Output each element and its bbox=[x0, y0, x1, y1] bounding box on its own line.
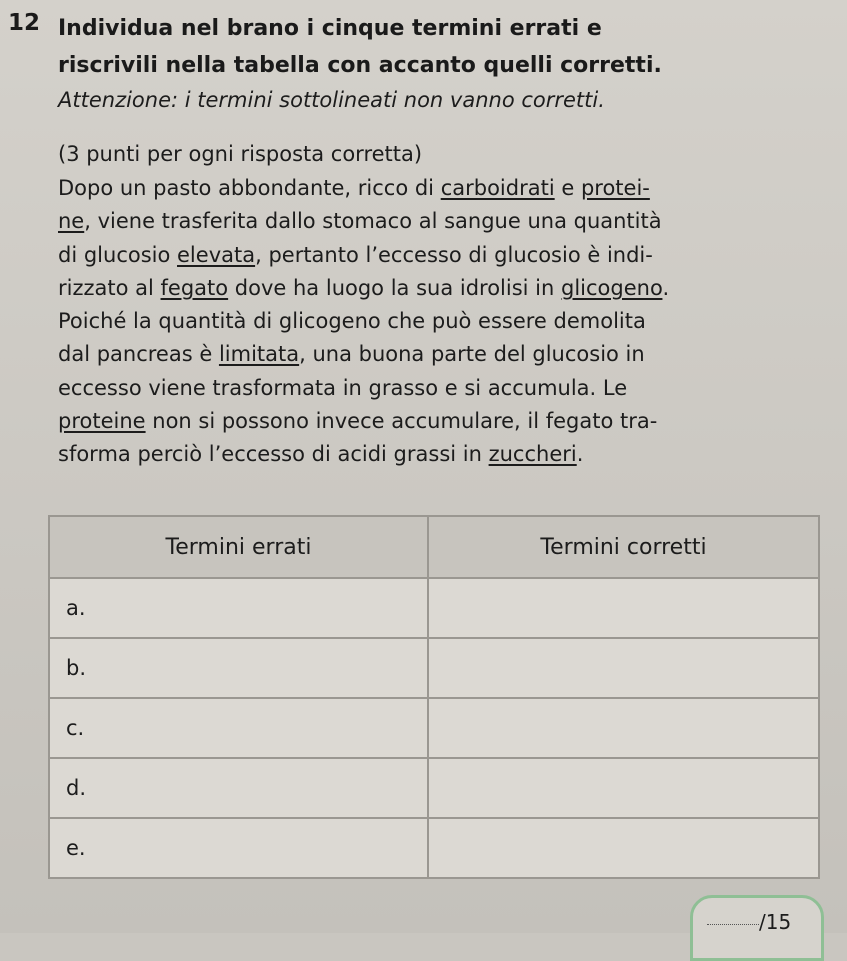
table-row bbox=[49, 758, 819, 818]
passage-line bbox=[58, 338, 828, 371]
wrong-term-cell-d[interactable]: d. bbox=[49, 758, 428, 818]
correct-term-cell-b[interactable] bbox=[428, 638, 819, 698]
table-row bbox=[49, 698, 819, 758]
correct-term-cell-c[interactable] bbox=[428, 698, 819, 758]
question-number: 12 bbox=[8, 10, 41, 36]
passage-line bbox=[58, 172, 828, 205]
underlined-term: fegato bbox=[160, 275, 229, 300]
wrong-term-cell-e[interactable]: e. bbox=[49, 818, 428, 878]
table-row bbox=[49, 578, 819, 638]
correct-term-cell-a[interactable] bbox=[428, 578, 819, 638]
score-total: /15 bbox=[759, 910, 792, 934]
underlined-term: limitata bbox=[218, 342, 300, 367]
passage-line bbox=[58, 239, 828, 272]
passage-text: . bbox=[662, 275, 670, 300]
passage-line bbox=[58, 438, 828, 471]
question-prompt bbox=[58, 10, 838, 84]
passage-text: Dopo un pasto abbondante, ricco di bbox=[58, 176, 441, 200]
header-correct-terms: Termini corretti bbox=[428, 516, 819, 578]
passage-text: sforma perciò l’eccesso di acidi grassi in bbox=[58, 442, 489, 467]
correct-term-cell-e[interactable] bbox=[428, 818, 819, 878]
table-row bbox=[49, 818, 819, 878]
wrong-term-cell-c[interactable]: c. bbox=[49, 698, 428, 758]
passage-text: rizzato al bbox=[58, 275, 161, 300]
passage-text: Poiché la quantità di glicogeno che può essere demolita bbox=[58, 309, 646, 334]
answer-table bbox=[48, 515, 820, 879]
passage-text: , pertanto l’eccesso di glucosio è indi- bbox=[255, 242, 653, 267]
underlined-term: zuccheri bbox=[488, 442, 577, 467]
underlined-term: ne bbox=[58, 209, 85, 234]
passage-line bbox=[58, 205, 828, 238]
passage-text: non si possono invece accumulare, il fegato tra- bbox=[145, 409, 658, 434]
passage-text: , una buona parte del glucosio in bbox=[299, 342, 645, 367]
table-header-row bbox=[49, 516, 819, 578]
underlined-term: elevata bbox=[177, 242, 256, 267]
wrong-term-cell-b[interactable]: b. bbox=[49, 638, 428, 698]
table-row bbox=[49, 638, 819, 698]
passage-line bbox=[58, 405, 828, 438]
passage-text: , viene trasferita dallo stomaco al sangue una quantità bbox=[84, 209, 662, 234]
passage-text: e bbox=[554, 176, 581, 200]
attention-note: Attenzione: i termini sottolineati non vanno corretti. bbox=[58, 88, 605, 112]
passage-text: di glucosio bbox=[58, 242, 178, 267]
underlined-term: proteine bbox=[58, 409, 146, 434]
header-wrong-terms: Termini errati bbox=[49, 516, 428, 578]
question-prompt-line-1: Individua nel brano i cinque termini errati e bbox=[58, 16, 602, 41]
passage-text: . bbox=[576, 442, 584, 467]
score-box bbox=[690, 895, 824, 961]
underlined-term: carboidrati bbox=[440, 176, 555, 200]
reading-passage bbox=[58, 172, 828, 472]
passage-text: dove ha luogo la sua idrolisi in bbox=[228, 275, 561, 300]
passage-line bbox=[58, 305, 828, 338]
score-blank-line[interactable] bbox=[707, 924, 759, 925]
correct-term-cell-d[interactable] bbox=[428, 758, 819, 818]
underlined-term: glicogeno bbox=[561, 275, 663, 300]
passage-line bbox=[58, 272, 828, 305]
question-prompt-line-2: riscrivili nella tabella con accanto quelli corretti. bbox=[58, 53, 662, 78]
passage-text: eccesso viene trasformata in grasso e si accumula. Le bbox=[58, 375, 628, 400]
points-note: (3 punti per ogni risposta corretta) bbox=[58, 142, 423, 166]
wrong-term-cell-a[interactable]: a. bbox=[49, 578, 428, 638]
passage-line bbox=[58, 372, 828, 405]
passage-text: dal pancreas è bbox=[58, 342, 219, 367]
underlined-term: protei- bbox=[580, 176, 650, 200]
